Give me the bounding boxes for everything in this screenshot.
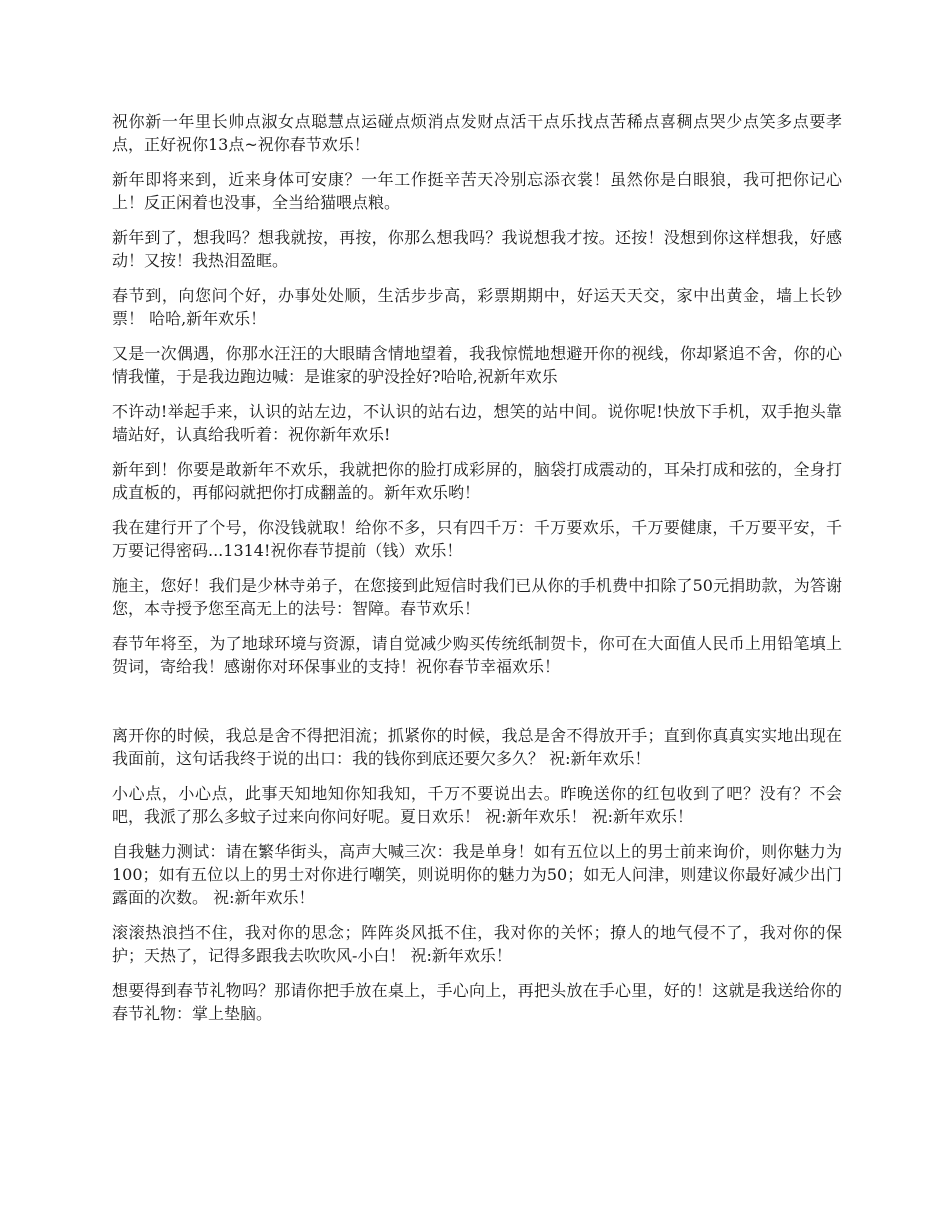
paragraph: 离开你的时候，我总是舍不得把泪流；抓紧你的时候，我总是舍不得放开手；直到你真真实实地出现在我面前，这句话我终于说的出口：我的钱你到底还要欠多久？ 祝:新年欢乐！ (112, 726, 842, 768)
paragraph: 新年到！你要是敢新年不欢乐，我就把你的脸打成彩屏的，脑袋打成震动的，耳朵打成和弦的，全身打成直板的，再郁闷就把你打成翻盖的。新年欢乐哟！ (112, 460, 842, 502)
paragraph: 春节年将至，为了地球环境与资源，请自觉减少购买传统纸制贺卡，你可在大面值人民币上用铅笔填上贺词，寄给我！感谢你对环保事业的支持！祝你春节幸福欢乐！ (112, 634, 842, 676)
paragraph: 新年到了，想我吗？想我就按，再按，你那么想我吗？我说想我才按。还按！没想到你这样想我，好感动！又按！我热泪盈眶。 (112, 228, 842, 270)
section-gap (112, 690, 842, 724)
document-body (112, 110, 842, 1037)
paragraph: 新年即将来到，近来身体可安康？一年工作挺辛苦天冷别忘添衣裳！虽然你是白眼狼，我可把你记心上！反正闲着也没事，全当给猫喂点粮。 (112, 170, 842, 212)
paragraph: 想要得到春节礼物吗？那请你把手放在桌上，手心向上，再把头放在手心里，好的！这就是我送给你的春节礼物：掌上垫脑。 (112, 981, 842, 1023)
paragraph: 小心点，小心点，此事天知地知你知我知，千万不要说出去。昨晚送你的红包收到了吧？没有？不会吧，我派了那么多蚊子过来向你问好呢。夏日欢乐！ 祝:新年欢乐！ 祝:新年欢乐！ (112, 784, 842, 826)
paragraph: 不许动!举起手来，认识的站左边，不认识的站右边，想笑的站中间。说你呢!快放下手机，双手抱头靠墙站好，认真给我听着：祝你新年欢乐! (112, 402, 842, 444)
paragraph: 我在建行开了个号，你没钱就取！给你不多，只有四千万：千万要欢乐，千万要健康，千万要平安，千万要记得密码...1314!祝你春节提前（钱）欢乐！ (112, 518, 842, 560)
paragraph: 自我魅力测试：请在繁华街头，高声大喊三次：我是单身！如有五位以上的男士前来询价，则你魅力为100；如有五位以上的男士对你进行嘲笑，则说明你的魅力为50；如无人问津，则建议你最好减少出门露面的次数。 祝:新年欢乐！ (112, 842, 842, 907)
paragraph: 又是一次偶遇，你那水汪汪的大眼睛含情地望着，我我惊慌地想避开你的视线，你却紧追不舍，你的心情我懂，于是我边跑边喊：是谁家的驴没拴好?哈哈,祝新年欢乐 (112, 344, 842, 386)
paragraph: 春节到，向您问个好，办事处处顺，生活步步高，彩票期期中，好运天天交，家中出黄金，墙上长钞票！ 哈哈,新年欢乐！ (112, 286, 842, 328)
paragraph: 施主，您好！我们是少林寺弟子，在您接到此短信时我们已从你的手机费中扣除了50元捐助款，为答谢您，本寺授予您至高无上的法号：智障。春节欢乐！ (112, 576, 842, 618)
paragraph: 祝你新一年里长帅点淑女点聪慧点运碰点烦消点发财点活干点乐找点苦稀点喜稠点哭少点笑多点要孝点，正好祝你13点~祝你春节欢乐！ (112, 112, 842, 154)
paragraph: 滚滚热浪挡不住，我对你的思念；阵阵炎风抵不住，我对你的关怀；撩人的地气侵不了，我对你的保护；天热了，记得多跟我去吹吹风-小白！ 祝:新年欢乐！ (112, 923, 842, 965)
